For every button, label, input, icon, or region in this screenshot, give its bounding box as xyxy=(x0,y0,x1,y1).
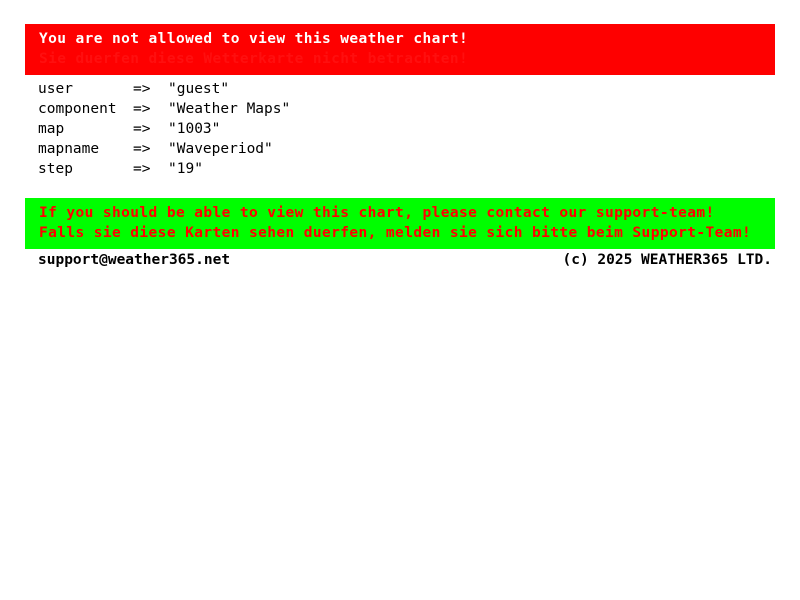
support-email-link[interactable]: support@weather365.net xyxy=(38,252,231,268)
field-arrow: => xyxy=(133,161,151,177)
field-value: "Waveperiod" xyxy=(168,141,273,157)
details-list xyxy=(38,79,638,179)
field-arrow: => xyxy=(133,101,151,117)
field-arrow: => xyxy=(133,81,151,97)
field-value: "guest" xyxy=(168,81,230,97)
field-key: user xyxy=(38,81,73,97)
field-arrow: => xyxy=(133,121,151,137)
list-item xyxy=(38,99,638,119)
footer xyxy=(38,250,772,270)
field-key: step xyxy=(38,161,73,177)
list-item xyxy=(38,79,638,99)
info-banner-line-en: If you should be able to view this chart, please contact our support-team! xyxy=(39,205,715,221)
field-arrow: => xyxy=(133,141,151,157)
copyright-text: (c) 2025 WEATHER365 LTD. xyxy=(562,252,772,268)
error-banner-line-en: You are not allowed to view this weather chart! xyxy=(39,31,469,47)
field-key: mapname xyxy=(38,141,100,157)
error-banner xyxy=(25,24,775,75)
field-value: "Weather Maps" xyxy=(168,101,291,117)
info-banner xyxy=(25,198,775,249)
list-item xyxy=(38,139,638,159)
field-value: "1003" xyxy=(168,121,221,137)
field-key: component xyxy=(38,101,117,117)
info-banner-line-de: Falls sie diese Karten sehen duerfen, melden sie sich bitte beim Support-Team! xyxy=(39,225,752,241)
error-banner-line-de: Sie duerfen diese Wetterkarte nicht betrachten! xyxy=(39,51,469,67)
list-item xyxy=(38,119,638,139)
field-value: "19" xyxy=(168,161,203,177)
list-item xyxy=(38,159,638,179)
field-key: map xyxy=(38,121,65,137)
